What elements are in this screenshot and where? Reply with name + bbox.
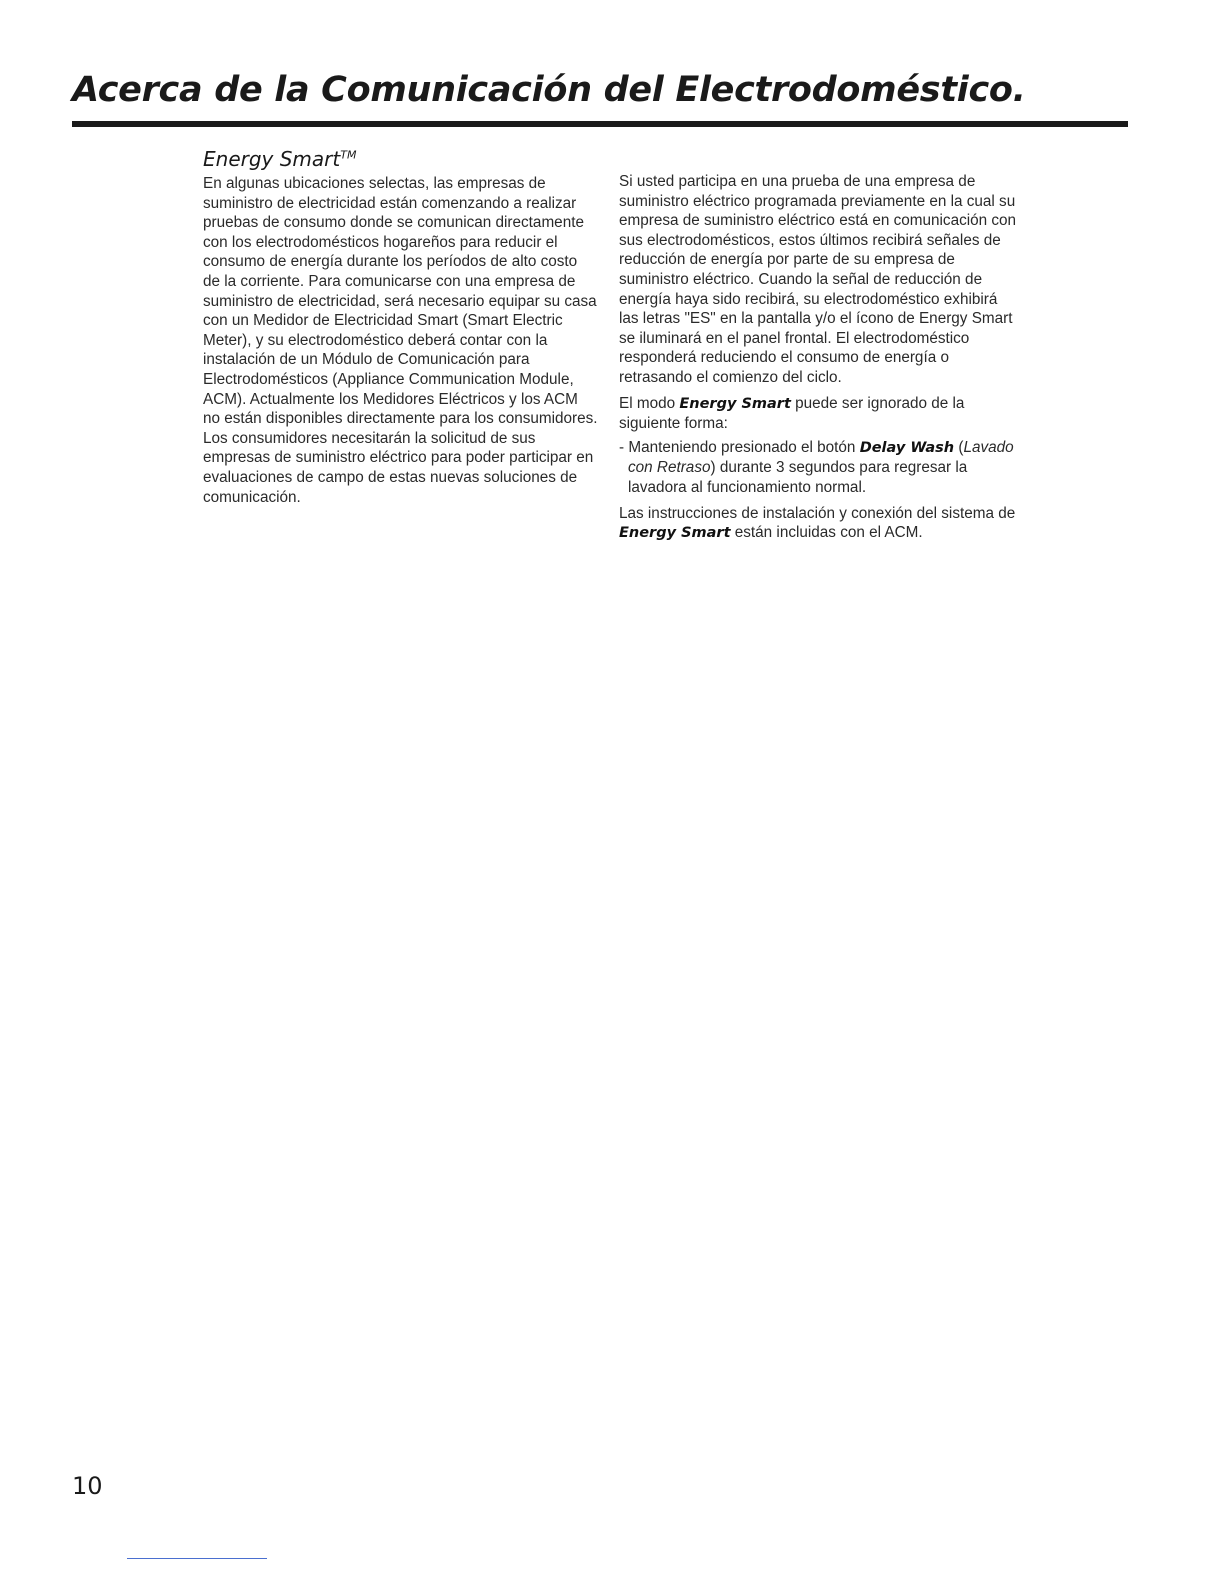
bullet-open-paren: ( — [954, 438, 964, 456]
right-column — [619, 172, 1019, 544]
footer-rule — [127, 1558, 267, 1559]
install-term: Energy Smart — [619, 525, 731, 542]
bullet-prefix: - Manteniendo presionado el botón — [619, 438, 860, 456]
override-term: Energy Smart — [679, 395, 791, 412]
page-number: 10 — [72, 1472, 103, 1500]
title-divider — [72, 121, 1128, 127]
section-heading — [203, 147, 598, 171]
intro-paragraph: En algunas ubicaciones selectas, las empresas de suministro de electricidad están comenzando a realizar pruebas de consumo donde se comunican directamente con los electrodomésticos hogareños para reducir el consumo de energía durante los períodos de alto costo de la corriente. Para comunicarse con una empresa de suministro de electricidad, será necesario equipar su casa con un Medidor de Electricidad Smart (Smart Electric Meter), y su electrodoméstico deberá contar con la instalación de un Módulo de Comunicación para Electrodomésticos (Appliance Communication Module, ACM). Actualmente los Medidores Eléctricos y los ACM no están disponibles directamente para los consumidores. Los consumidores necesitarán la solicitud de sus empresas de suministro eléctrico para poder participar en evaluaciones de campo de estas nuevas soluciones de comunicación. — [203, 175, 598, 506]
override-bullet-item — [619, 438, 1019, 498]
delay-wash-translation: Lavado con Retraso — [628, 438, 1014, 477]
utility-trial-paragraph: Si usted participa en una prueba de una empresa de suministro eléctrico programada previamente en la cual su empresa de suministro eléctrico está en comunicación con sus electrodomésticos, estos últimos recibirá señales de reducción de energía por parte de su empresa de suministro eléctrico. Cuando la señal de reducción de energía haya sido recibirá, su electrodoméstico exhibirá las letras "ES" en la pantalla y/o el ícono de Energy Smart se iluminará en el panel frontal. El electrodoméstico responderá reduciendo el consumo de energía o retrasando el comienzo del ciclo. — [619, 173, 1017, 386]
bullet-suffix: ) durante 3 segundos para regresar la lavadora al funcionamiento normal. — [628, 459, 968, 496]
override-paragraph — [619, 394, 1019, 434]
trademark-mark: TM — [340, 148, 357, 162]
left-column — [203, 147, 598, 507]
override-prefix: El modo — [619, 394, 680, 412]
install-paragraph — [619, 504, 1019, 544]
section-heading-text: Energy Smart — [203, 147, 341, 171]
install-suffix: están incluidas con el ACM. — [730, 524, 923, 542]
install-prefix: Las instrucciones de instalación y conexión del sistema de — [619, 504, 1016, 522]
delay-wash-button-name: Delay Wash — [859, 439, 955, 456]
override-suffix: puede ser ignorado de la siguiente forma: — [619, 394, 965, 433]
page-title: Acerca de la Comunicación del Electrodoméstico. — [72, 70, 1026, 110]
